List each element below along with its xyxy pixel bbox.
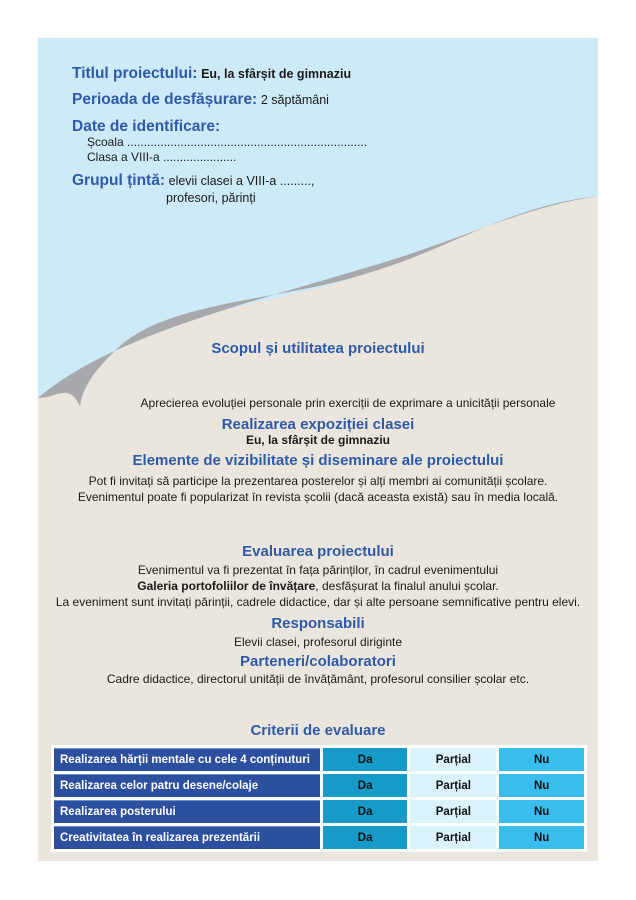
- purpose-heading: Scopul și utilitatea proiectului: [211, 340, 425, 357]
- criteria-option-cell: Nu: [499, 748, 584, 771]
- evaluation-line-2: [38, 578, 598, 594]
- criteria-option-cell: Nu: [499, 800, 584, 823]
- criteria-option-cell: Nu: [499, 826, 584, 849]
- project-period-line: [72, 91, 472, 109]
- criteria-option-cell: Parțial: [410, 800, 496, 823]
- target-group-value-2: profesori, părinți: [166, 191, 256, 205]
- project-title-value: Eu, la sfârșit de gimnaziu: [201, 67, 352, 81]
- criteria-row-label: Realizarea celor patru desene/colaje: [54, 774, 320, 797]
- criteria-option-cell: Parțial: [410, 774, 496, 797]
- target-group-value-1: elevii clasei a VIII-a .........,: [168, 174, 315, 188]
- criteria-option-cell: Da: [323, 826, 408, 849]
- portfolio-gallery-name: Galeria portofoliilor de învățare: [137, 579, 316, 593]
- project-period-label: Perioada de desfășurare:: [72, 91, 258, 108]
- criteria-heading: Criterii de evaluare: [250, 722, 386, 739]
- partners-text: Cadre didactice, directorul unității de învățământ, profesorul consilier școlar etc.: [106, 672, 530, 686]
- evaluation-line-2-rest: , desfășurat la finalul anului școlar.: [315, 579, 499, 593]
- identification-label: Date de identificare:: [72, 118, 221, 135]
- criteria-option-cell: Nu: [499, 774, 584, 797]
- target-group-line: [72, 172, 472, 190]
- criteria-row-label: Creativitatea în realizarea prezentării: [54, 826, 320, 849]
- visibility-line-1: Pot fi invitați să participe la prezentarea posterelor și alți membri ai comunității școlare.: [88, 474, 548, 488]
- criteria-row: [54, 748, 584, 771]
- partners-heading: Parteneri/colaboratori: [240, 653, 396, 670]
- project-title-line: [72, 65, 472, 83]
- project-period-value: 2 săptămâni: [260, 93, 329, 107]
- target-group-label: Grupul țintă:: [72, 172, 165, 189]
- criteria-row-label: Realizarea hărții mentale cu cele 4 conținuturi: [54, 748, 320, 771]
- criteria-option-cell: Da: [323, 800, 408, 823]
- criteria-option-cell: Parțial: [410, 826, 496, 849]
- evaluation-heading: Evaluarea proiectului: [242, 543, 394, 560]
- identification-line: [72, 118, 472, 135]
- criteria-option-cell: Da: [323, 748, 408, 771]
- exhibit-heading: Realizarea expoziției clasei: [221, 416, 415, 433]
- document-page: [38, 38, 598, 861]
- purpose-text: Aprecierea evoluției personale prin exerciții de exprimare a unicității personale: [140, 396, 556, 410]
- criteria-row: [54, 774, 584, 797]
- class-field: Clasa a VIII-a ......................: [87, 150, 237, 164]
- project-title-label: Titlul proiectului:: [72, 65, 198, 82]
- criteria-table: [51, 745, 587, 852]
- criteria-option-cell: Da: [323, 774, 408, 797]
- project-header: [72, 65, 472, 206]
- evaluation-line-1: Evenimentul va fi prezentat în fața părinților, în cadrul evenimentului: [137, 563, 499, 577]
- exhibit-text: Eu, la sfârșit de gimnaziu: [245, 433, 391, 447]
- visibility-line-2: Evenimentul poate fi popularizat în revista școlii (dacă aceasta există) sau în media locală.: [77, 490, 559, 504]
- criteria-option-cell: Parțial: [410, 748, 496, 771]
- evaluation-line-3: La eveniment sunt invitați părinții, cadrele didactice, dar și alte persoane semnificative pentru elevi.: [55, 595, 581, 609]
- responsible-heading: Responsabili: [271, 615, 365, 632]
- criteria-row: [54, 826, 584, 849]
- criteria-row: [54, 800, 584, 823]
- visibility-heading: Elemente de vizibilitate și diseminare ale proiectului: [132, 452, 504, 469]
- school-field: Școala ........................................................................: [87, 135, 368, 149]
- responsible-text: Elevii clasei, profesorul diriginte: [233, 635, 403, 649]
- criteria-row-label: Realizarea posterului: [54, 800, 320, 823]
